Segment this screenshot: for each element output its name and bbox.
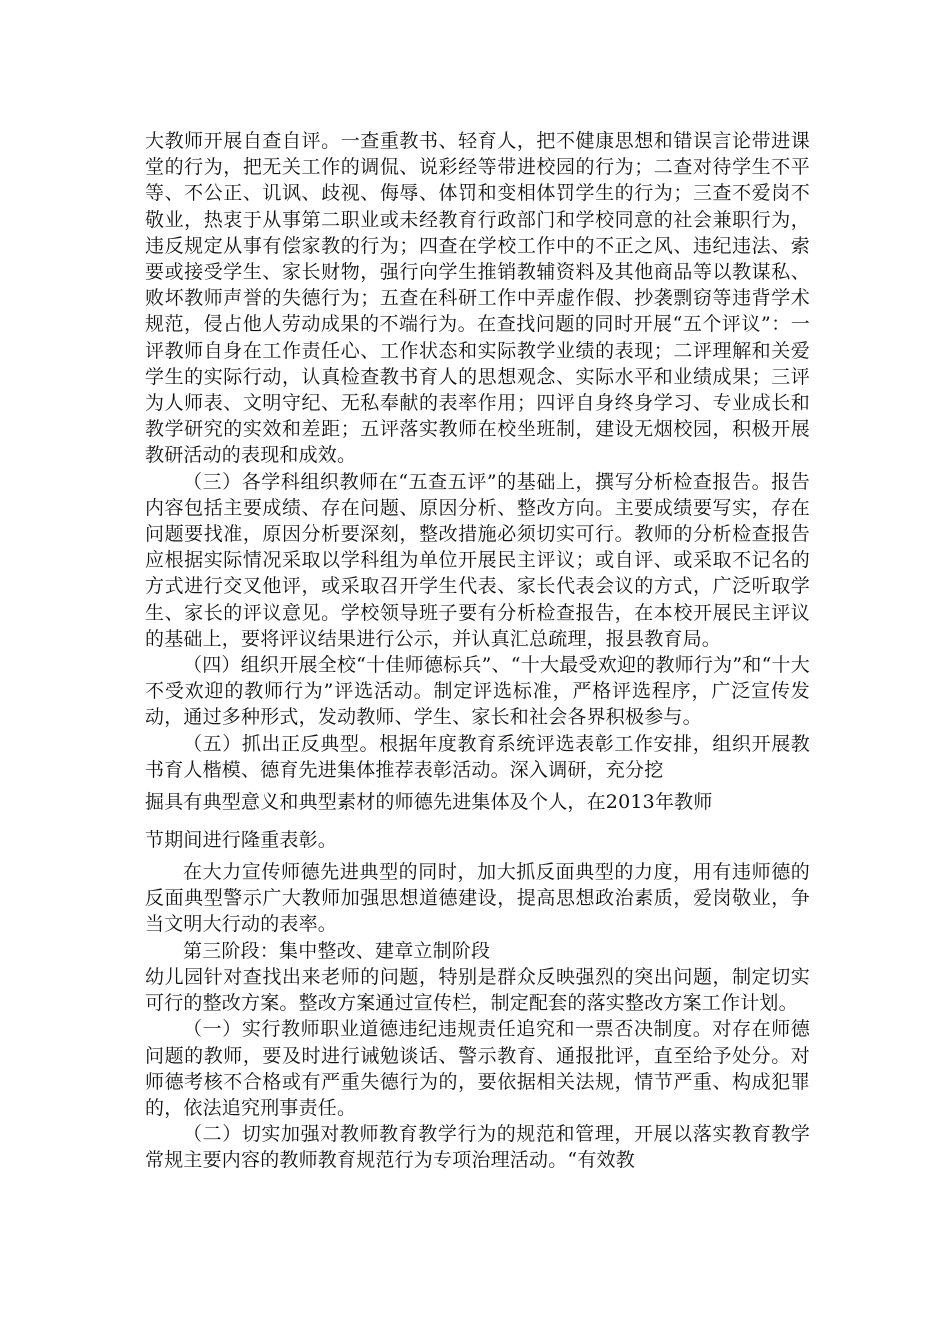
paragraph-self-check: 大教师开展自查自评。一查重教书、轻育人，把不健康思想和错误言论带进课堂的行为，把无关工作的调侃、说彩经等带进校园的行为；二查对待学生不平等、不公正、讥讽、歧视、侮辱、体罚和变相体罚学生的行为；三查不爱岗不敬业，热衷于从事第二职业或未经教育行政部门和学校同意的社会兼职行为，违反规定从事有偿家教的行为；四查在学校工作中的不正之风、违纪违法、索要或接受学生、家长财物，强行向学生推销教辅资料及其他商品等以教谋私、败坏教师声誉的失德行为；五查在科研工作中弄虚作假、抄袭剽窃等违背学术规范，侵占他人劳动成果的不端行为。在查找问题的同时开展“五个评议”：一评教师自身在工作责任心、工作状态和实际教学业绩的表现；二评理解和关爱学生的实际行动，认真检查教书育人的思想观念、实际水平和业绩成果；三评为人师表、文明守纪、无私奉献的表率作用；四评自身终身学习、专业成长和教学研究的实效和差距；五评落实教师在校坐班制，建设无烟校园，积极开展教研活动的表现和成效。 [145, 130, 810, 467]
paragraph-selection-activity: （四）组织开展全校“十佳师德标兵”、“十大最受欢迎的教师行为”和“十大不受欢迎的教师行为”评选活动。制定评选标准，严格评选程序，广泛宣传发动，通过多种形式，发动教师、学生、家长和社会各界积极参与。 [145, 654, 810, 729]
paragraph-typical-examples-end: 节期间进行隆重表彰。 [145, 829, 338, 852]
paragraph-teaching-norms: （二）切实加强对教师教育教学行为的规范和管理，开展以落实教育教学常规主要内容的教师教育规范行为专项治理活动。“有效教 [145, 1123, 810, 1172]
stage-three-heading: 第三阶段：集中整改、建章立制阶段 [183, 939, 491, 962]
document-body [145, 128, 810, 1174]
paragraph-typical-examples-cont: 掘具有典型意义和典型素材的师德先进集体及个人，在2013年教师 [145, 791, 713, 814]
paragraph-analysis-report: （三）各学科组织教师在“五查五评”的基础上，撰写分析检查报告。报告内容包括主要成绩、存在问题、原因分析、整改方向。主要成绩要写实，存在问题要找准，原因分析要深刻，整改措施必须切实可行。教师的分析检查报告应根据实际情况采取以学科组为单位开展民主评议；或自评、或采取不记名的方式进行交叉他评，或采取召开学生代表、家长代表会议的方式，广泛听取学生、家长的评议意见。学校领导班子要有分析检查报告，在本校开展民主评议的基础上，要将评议结果进行公示，并认真汇总疏理，报县教育局。 [145, 470, 810, 650]
paragraph-accountability: （一）实行教师职业道德违纪违规责任追究和一票否决制度。对存在师德问题的教师，要及时进行诫勉谈话、警示教育、通报批评，直至给予处分。对师德考核不合格或有严重失德行为的，要依据相关法规，情节严重、构成犯罪的，依法追究刑事责任。 [145, 1018, 810, 1119]
paragraph-rectification-plan: 幼儿园针对查找出来老师的问题，特别是群众反映强烈的突出问题，制定切实可行的整改方案。整改方案通过宣传栏，制定配套的落实整改方案工作计划。 [145, 965, 810, 1015]
paragraph-typical-examples: （五）抓出正反典型。根据年度教育系统评选表彰工作安排，组织开展教书育人楷模、德育先进集体推荐表彰活动。深入调研，充分挖 [145, 732, 810, 781]
paragraph-negative-examples: 在大力宣传师德先进典型的同时，加大抓反面典型的力度，用有违师德的反面典型警示广大教师加强思想道德建设，提高思想政治素质，爱岗敬业，争当文明大行动的表率。 [145, 861, 810, 936]
